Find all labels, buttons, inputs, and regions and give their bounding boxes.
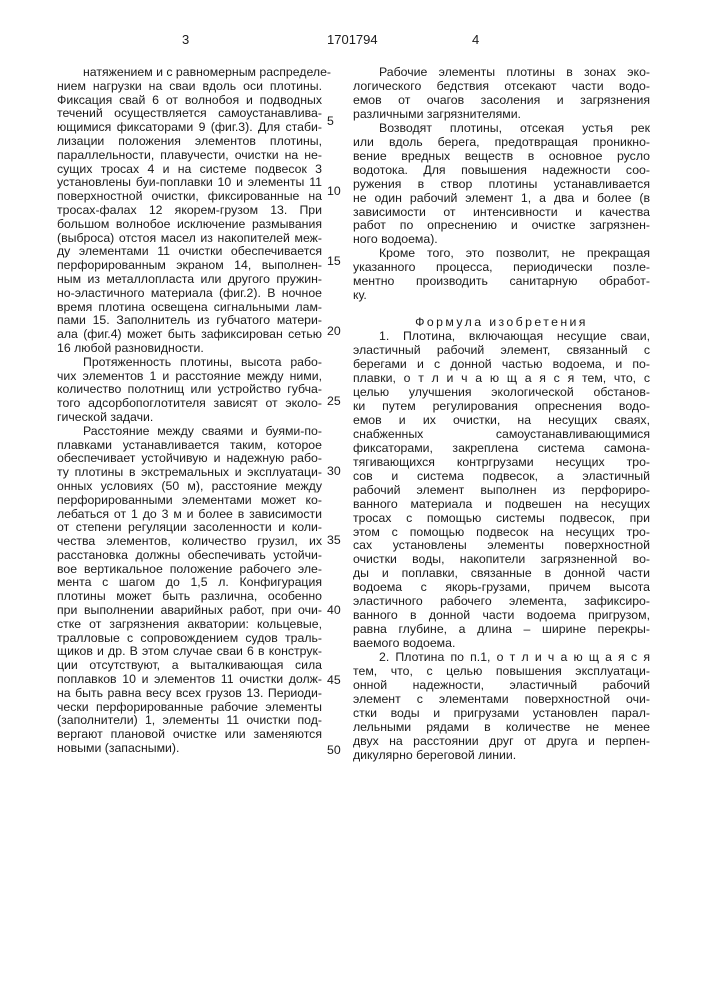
text-line: ным из металлопласта или другого пружин-	[57, 273, 322, 287]
text-line: ции отсутствуют, а выталкивающая сила	[57, 659, 322, 673]
text-line: элемент с элементами поверхностной очи-	[353, 693, 650, 707]
text-line: эластичного рабочего элемента, зафиксиро-	[353, 595, 650, 609]
text-line: того адсорбопоглотителя зависят от эколо-	[57, 397, 322, 411]
text-line: ала (фиг.4) может быть зафиксирован сетью	[57, 328, 322, 342]
text-line: тралловые с сопровождением судов траль-	[57, 632, 322, 646]
text-line: при выполнении аварийных работ, при очи-	[57, 604, 322, 618]
line-number: 50	[327, 743, 341, 757]
text-line: логического бедствия отсекают части водо-	[353, 80, 650, 94]
text-line: пами 15. Заполнитель из губчатого матери-	[57, 314, 322, 328]
text-line: двух на расстоянии друг от друга и перпен-	[353, 735, 650, 749]
page-number-right: 4	[472, 32, 479, 47]
text-line: лебаться от 1 до 3 м и более в зависимости	[57, 508, 322, 522]
right-column	[353, 66, 650, 763]
text-line: тем, что, с целью повышения эксплуатаци-	[353, 665, 650, 679]
paragraph	[353, 247, 650, 303]
left-column	[57, 66, 322, 756]
line-number: 15	[327, 254, 341, 268]
text-line: ружения в створ плотины устанавливается	[353, 178, 650, 192]
paragraph	[57, 66, 322, 356]
line-number: 40	[327, 603, 341, 617]
paragraph	[353, 122, 650, 248]
claims-heading: Формула изобретения	[353, 316, 650, 330]
text-line: Протяженность плотины, высота рабо-	[57, 356, 322, 370]
text-line: стки воды и пригрузами установлен парал-	[353, 707, 650, 721]
text-line: Фиксация свай 6 от волнобоя и подводных	[57, 94, 322, 108]
text-line: зависимости от интенсивности и качества	[353, 206, 650, 220]
text-line: Рабочие элементы плотины в зонах эко-	[353, 66, 650, 80]
text-line: или вдоль берега, предотвращая проникно-	[353, 136, 650, 150]
text-line: 2. Плотина по п.1, о т л и ч а ю щ а я с я	[353, 651, 650, 665]
text-line: Расстояние между сваями и буями-по-	[57, 425, 322, 439]
text-line: щиков и др. В этом случае сваи 6 в конструк-	[57, 645, 322, 659]
page-number-left: 3	[182, 32, 189, 47]
text-line: онной надежности, эластичный рабочий	[353, 679, 650, 693]
claim	[353, 651, 650, 763]
text-line: ванного материала и подвешен на несущих	[353, 498, 650, 512]
text-line: (заполнители) 1, элементы 11 очистки под-	[57, 714, 322, 728]
text-line: равна глубине, а длина – ширине перекры-	[353, 623, 650, 637]
text-line: поверхностной очистки, фиксированные на	[57, 190, 322, 204]
text-line: водотока. Для повышения надежности соо-	[353, 164, 650, 178]
text-line: 1. Плотина, включающая несущие сваи,	[353, 330, 650, 344]
text-line: сущих тросах 4 и на системе подвесок 3	[57, 163, 322, 177]
paragraph	[57, 356, 322, 425]
text-line: но-эластичного материала (фиг.2). В ночное	[57, 287, 322, 301]
text-line: Возводят плотины, отсекая устья рек	[353, 122, 650, 136]
line-number: 25	[327, 394, 341, 408]
text-line: обеспечивает устойчивую и надежную рабо-	[57, 452, 322, 466]
text-line: онных условиях (50 м), расстояние между	[57, 480, 322, 494]
text-line: лельными рядами в количестве не менее	[353, 721, 650, 735]
text-line: фиксаторами, закреплена система самона-	[353, 442, 650, 456]
text-line: нием нагрузки на сваи вдоль оси плотины.	[57, 80, 322, 94]
text-line: количество полотнищ или устройство губча-	[57, 383, 322, 397]
text-line: ду элементами 11 очистки обеспечивается	[57, 245, 322, 259]
text-line: поплавков 10 и элементов 11 очистки долж-	[57, 673, 322, 687]
text-line: вергают плановой очистке или заменяются	[57, 728, 322, 742]
text-line: ды и поплавки, связанные в донной части	[353, 567, 650, 581]
text-line: вое вертикальное положение рабочего эле-	[57, 563, 322, 577]
text-line: различными загрязнителями.	[353, 108, 650, 122]
line-number: 35	[327, 533, 341, 547]
text-line: берегами и с донной частью водоема, и по-	[353, 358, 650, 372]
text-line: Кроме того, это позволит, не прекращая	[353, 247, 650, 261]
text-line: указанного процесса, периодически позле-	[353, 261, 650, 275]
patent-number: 1701794	[327, 32, 378, 47]
text-line: лизации положения элементов плотины,	[57, 135, 322, 149]
text-line: перфорированными элементами может ко-	[57, 494, 322, 508]
text-line: тросах-фалах 12 якорем-грузом 13. При	[57, 204, 322, 218]
text-line: ваемого водоема.	[353, 637, 650, 651]
text-line: (выброса) отстоя масел из накопителей меж-	[57, 232, 322, 246]
text-line: емов от очагов засоления и загрязнения	[353, 94, 650, 108]
text-line: вение вредных веществ в основное русло	[353, 150, 650, 164]
text-line: чески перфорированные рабочие элементы	[57, 701, 322, 715]
text-line: натяжением и с равномерным распределе-	[57, 66, 322, 80]
text-line: ванного в донной части водоема пригрузом,	[353, 609, 650, 623]
text-line: течений осуществляется самоустанавлива-	[57, 107, 322, 121]
text-line: сов и система подвесок, а эластичный	[353, 470, 650, 484]
text-line: плавками устанавливается таким, которое	[57, 439, 322, 453]
text-line: сах установлены элементы поверхностной	[353, 539, 650, 553]
text-line: ку.	[353, 289, 650, 303]
text-line: на быть равна весу всех грузов 13. Периоди-	[57, 687, 322, 701]
text-line: ки путем регулирования опреснения водо-	[353, 400, 650, 414]
text-line: тягивающихся контргрузами несущих тро-	[353, 456, 650, 470]
text-line: ного водоема).	[353, 233, 650, 247]
text-line: работ по опреснению и очистке загрязнен-	[353, 219, 650, 233]
text-line: мента с шагом до 1,5 л. Конфигурация	[57, 576, 322, 590]
line-number: 20	[327, 324, 341, 338]
text-line: параллельности, плавучести, очистки на не-	[57, 149, 322, 163]
text-line: расстановка должны обеспечивать устойчи-	[57, 549, 322, 563]
text-line: очистки воды, накопители загрязненной во-	[353, 553, 650, 567]
text-line: чих элементов 1 и расстояние между ними,	[57, 370, 322, 384]
text-line: плотины может быть различна, особенно	[57, 590, 322, 604]
text-line: не один рабочий элемент 1, а два и более (в	[353, 192, 650, 206]
line-number: 45	[327, 673, 341, 687]
text-line: большом волнобое исключение размывания	[57, 218, 322, 232]
text-line: целью улучшения экологической обстанов-	[353, 386, 650, 400]
text-line: этом с помощью подвесок на несущих тро-	[353, 526, 650, 540]
paragraph	[57, 425, 322, 756]
text-line: гической задачи.	[57, 411, 322, 425]
claim	[353, 330, 650, 651]
text-line: от степени регуляции засоленности и коли-	[57, 521, 322, 535]
text-line: эластичный рабочий элемент, связанный с	[353, 344, 650, 358]
text-line: установлены буи-поплавки 10 и элементы 11	[57, 176, 322, 190]
text-line: стке от загрязнения акватории: кольцевые,	[57, 618, 322, 632]
paragraph	[353, 66, 650, 122]
text-line: ментно производить санитарную обработ-	[353, 275, 650, 289]
text-line: ту плотины в экстремальных и эксплуатаци-	[57, 466, 322, 480]
text-line: дикулярно береговой линии.	[353, 749, 650, 763]
text-line: рабочий элемент выполнен из перфориро-	[353, 484, 650, 498]
text-line: снабженных самоустанавливающимися	[353, 428, 650, 442]
text-line: водоема с якорь-грузами, причем высота	[353, 581, 650, 595]
text-line: тросах с помощью системы подвесок, при	[353, 512, 650, 526]
text-line: чества элементов, количество грузил, их	[57, 535, 322, 549]
text-line: ющимися фиксаторами 9 (фиг.3). Для стаби-	[57, 121, 322, 135]
line-number: 5	[327, 114, 334, 128]
text-line: емов и их очистки, на несущих сваях,	[353, 414, 650, 428]
text-line: плавки, о т л и ч а ю щ а я с я тем, что, с	[353, 372, 650, 386]
text-line: новыми (запасными).	[57, 742, 322, 756]
text-line: перфорированным экраном 14, выполнен-	[57, 259, 322, 273]
line-number: 30	[327, 464, 341, 478]
line-number: 10	[327, 184, 341, 198]
text-line: время плотина освещена сигнальными лам-	[57, 301, 322, 315]
text-line: 16 любой разновидности.	[57, 342, 322, 356]
